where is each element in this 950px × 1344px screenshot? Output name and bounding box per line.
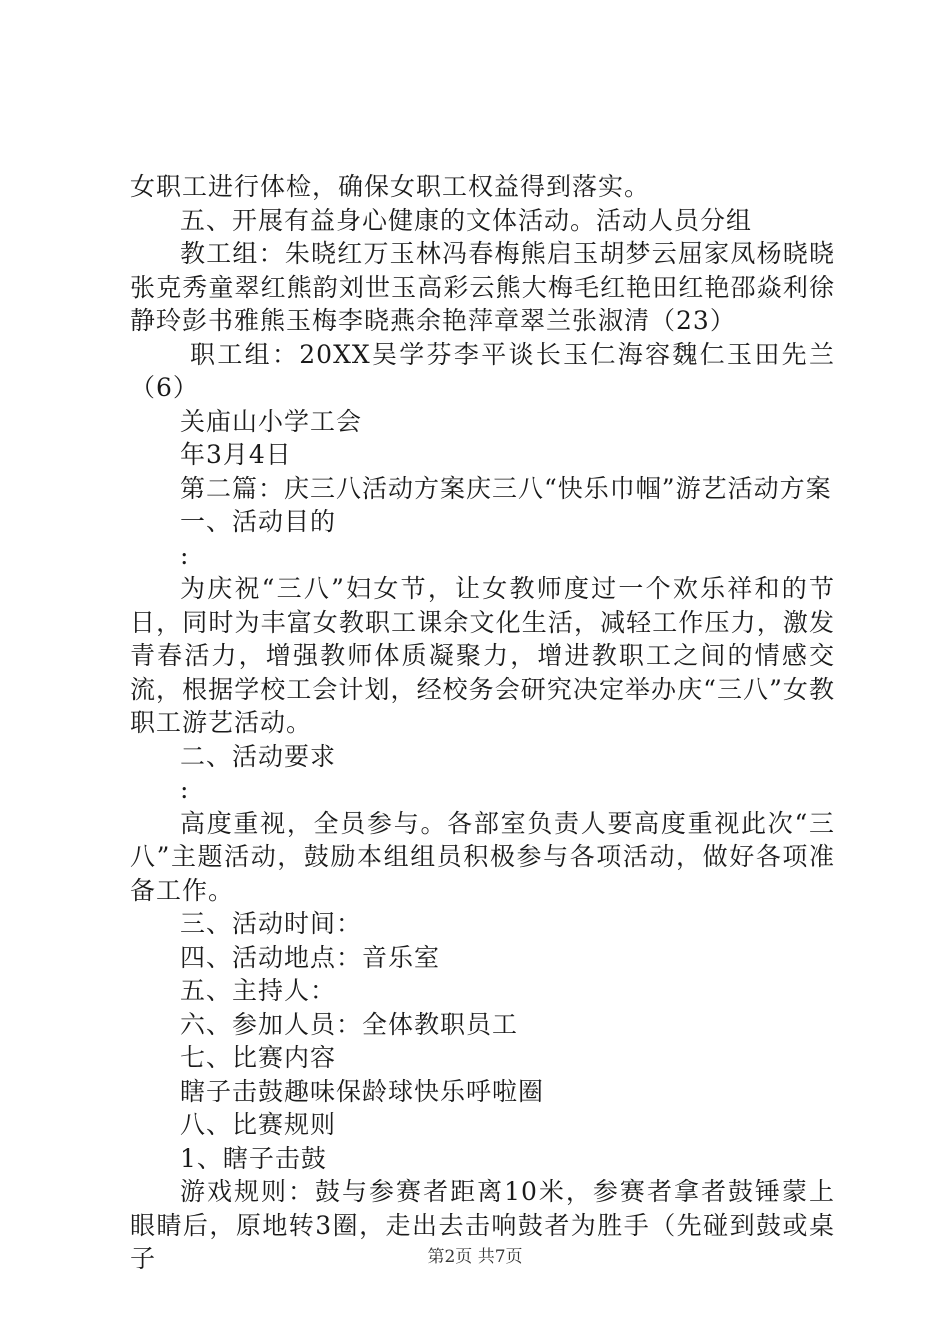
- signature-date: 年3月4日: [180, 440, 292, 469]
- colon-line: :: [180, 540, 190, 570]
- paragraph: 女职工进行体检，确保女职工权益得到落实。: [130, 172, 651, 201]
- section-heading: 五、主持人：: [180, 976, 337, 1005]
- section-heading: 二、活动要求: [180, 741, 337, 771]
- section-heading: 六、参加人员：全体教职员工: [180, 1009, 519, 1039]
- section-heading: 七、比赛内容: [180, 1043, 337, 1072]
- paragraph: 为庆祝“三八”妇女节，让女教师度过一个欢乐祥和的节日，同时为丰富女教职工课余文化生活，减轻工作压力，激发青春活力，增强教师体质凝聚力，增进教职工之间的情感交流，根据学校工会计划，经校务会研究决定举办庆“三八”女教职工游艺活动。: [130, 574, 835, 737]
- section-heading: 一、活动目的: [180, 507, 337, 536]
- page-number-footer: 第2页 共7页: [427, 1247, 523, 1267]
- signature-organization: 关庙山小学工会: [180, 406, 363, 436]
- section-heading: 三、活动时间：: [180, 909, 363, 938]
- section-heading: 五、开展有益身心健康的文体活动。活动人员分组: [180, 205, 753, 235]
- paragraph: 职工组：20XX吴学芬李平谈长玉仁海容魏仁玉田先兰（6）: [130, 339, 835, 402]
- paragraph: 游戏规则：鼓与参赛者距离10米，参赛者拿者鼓锤蒙上眼睛后，原地转3圈，走出去击响鼓者为胜手（先碰到鼓或桌子: [130, 1177, 835, 1273]
- section-heading: 四、活动地点：音乐室: [180, 942, 441, 972]
- paragraph: 瞎子击鼓趣味保龄球快乐呼啦圈: [180, 1076, 545, 1106]
- paragraph: 教工组：朱晓红万玉林冯春梅熊启玉胡梦云屈家凤杨晓晓张克秀童翠红熊韵刘世玉高彩云熊大梅毛红艳田红艳邵焱利徐静玲彭书雅熊玉梅李晓燕余艳萍章翠兰张淑清（23）: [130, 239, 835, 335]
- colon-line: :: [180, 775, 190, 804]
- subsection-heading: 1、瞎子击鼓: [180, 1143, 327, 1173]
- document-body: [130, 170, 835, 1276]
- section-heading: 八、比赛规则: [180, 1110, 337, 1139]
- chapter-title: 第二篇：庆三八活动方案庆三八“快乐巾帼”游艺活动方案: [180, 473, 832, 503]
- paragraph: 高度重视，全员参与。各部室负责人要高度重视此次“三八”主题活动，鼓励本组组员积极参与各项活动，做好各项准备工作。: [130, 808, 835, 905]
